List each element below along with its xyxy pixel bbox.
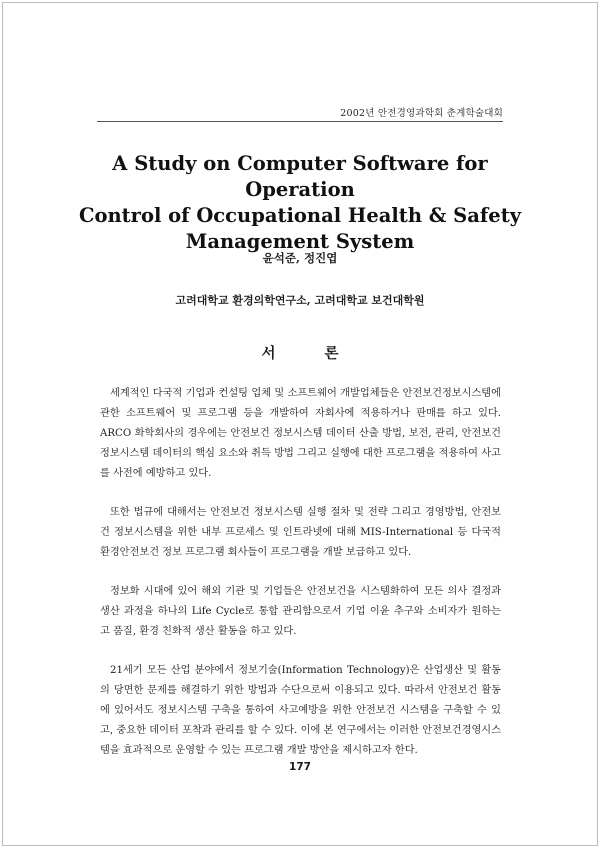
header-rule [97, 121, 503, 122]
paragraph: 정보화 시대에 있어 해외 기관 및 기업들은 안전보건을 시스템화하여 모든 의사 결정과 생산 과정을 하나의 Life Cycle로 통합 관리함으로서 기업 이윤 추구와 소비자가 원하는 고 품질, 환경 친화적 생산 활동을 하고 있다. [100, 586, 501, 637]
paragraph: 21세기 모든 산업 분야에서 정보기술(Information Technology)은 산업생산 및 활동의 당면한 문제를 해결하기 위한 방법과 수단으로써 이용되고 있다. 따라서 안전보건 활동에 있어서도 정보시스템 구축을 통하여 사고예방을 위한 안전보건 시스템을 구축할 수 있고, 중요한 데이터 포착과 관리를 할 수 있다. 이에 본 연구에서는 이러한 안전보건경영시스템을 효과적으로 운영할 수 있는 프로그램 개발 방안을 제시하고자 한다. [100, 665, 501, 756]
page-number: 177 [289, 761, 311, 773]
title-line: A Study on Computer Software for Operation [112, 152, 488, 201]
paper-title [60, 151, 540, 255]
running-header: 2002년 안전경영과학회 춘계학술대회 [340, 108, 503, 119]
title-line: Control of Occupational Health & Safety [78, 204, 522, 227]
affiliation: 고려대학교 환경의학연구소, 고려대학교 보건대학원 [175, 294, 425, 307]
body-text [100, 384, 501, 780]
paragraph: 세계적인 다국적 기업과 컨설팅 업체 및 소프트웨어 개발업체들은 안전보건정보시스템에 관한 소프트웨어 및 프로그램 등을 개발하여 자회사에 적용하거나 판매를 하고 있다. ARCO 화학회사의 경우에는 안전보건 정보시스템 데이터 산출 방법, 보전, 관리, 안전보건 정보시스템 데이터의 핵심 요소와 취득 방법 그리고 실행에 대한 프로그램을 적용하여 사고를 사전에 예방하고 있다. [100, 388, 501, 479]
authors: 윤석준, 정진엽 [262, 251, 338, 265]
paragraph: 또한 법규에 대해서는 안전보건 정보시스템 실행 절차 및 전략 그리고 경영방법, 안전보건 정보시스템을 위한 내부 프로세스 및 인트라넷에 대해 MIS-International 등 다국적 환경안전보건 정보 프로그램 회사들이 프로그램을 개발 보급하고 있다. [100, 507, 501, 558]
title-line: Management System [185, 230, 415, 253]
section-heading-introduction: 서 론 [261, 345, 361, 362]
